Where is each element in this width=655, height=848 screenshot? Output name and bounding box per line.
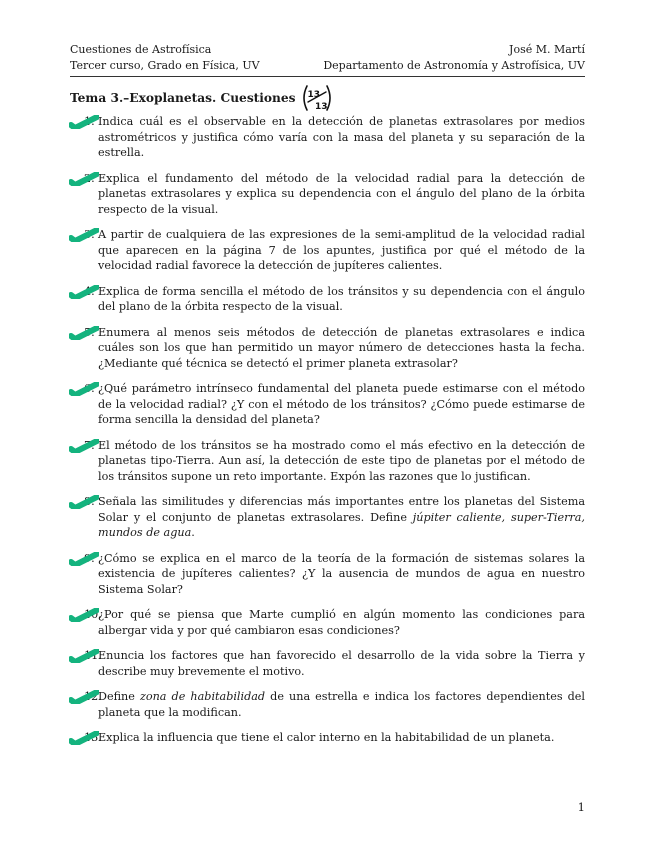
question-text: A partir de cualquiera de las expresiones de la semi-amplitud de la velocidad radial que aparecen en la página 7 de los apuntes, justifica por qué el método de la velocidad radial favorece la detección de jupíteres calientes. xyxy=(98,228,585,272)
question-text: Explica de forma sencilla el método de los tránsitos y su dependencia con el ángulo del plano de la órbita respecto de la visual. xyxy=(98,284,585,313)
question-number: 7. xyxy=(84,438,95,452)
question-text-italic: júpiter caliente, super-Tierra, mundos de agua xyxy=(98,510,585,539)
question-number: 5. xyxy=(84,325,95,339)
question-number: 11. xyxy=(84,649,102,662)
section-title-row xyxy=(70,84,335,112)
question-number: 10. xyxy=(84,608,102,621)
author-name: José M. Martí xyxy=(509,43,585,56)
question-text: Indica cuál es el observable en la detección de planetas extrasolares por medios astrométricos y justifica cómo varía con la masa del planeta y su separación de la estrella. xyxy=(98,115,585,159)
section-title: Tema 3.–Exoplanetas. Cuestiones xyxy=(70,91,296,105)
green-marker-check-icon xyxy=(69,608,99,622)
question-text xyxy=(98,690,585,719)
green-marker-check-icon xyxy=(69,690,99,704)
green-marker-check-icon xyxy=(69,731,99,745)
course-name: Cuestiones de Astrofísica xyxy=(70,43,212,56)
green-marker-check-icon xyxy=(69,115,99,129)
question-12 xyxy=(70,689,585,720)
question-text xyxy=(98,495,585,539)
question-text: Enumera al menos seis métodos de detección de planetas extrasolares e indica cuáles son los que han permitido un mayor número de detecciones hasta la fecha. ¿Mediante qué técnica se detectó el primer planeta extrasolar? xyxy=(98,325,585,370)
header-divider xyxy=(70,76,585,77)
department-name: Departamento de Astronomía y Astrofísica, UV xyxy=(323,58,585,72)
course-year: Tercer curso, Grado en Física, UV xyxy=(70,58,260,72)
question-number: 8. xyxy=(84,495,95,508)
question-11 xyxy=(70,648,585,679)
question-number: 13. xyxy=(84,731,102,744)
question-2 xyxy=(70,171,585,218)
question-text-italic: zona de habitabilidad xyxy=(139,690,266,703)
score-numerator: 13 xyxy=(307,90,320,100)
question-text-part: Define xyxy=(98,690,140,703)
question-6 xyxy=(70,381,585,428)
question-text: Enuncia los factores que han favorecido el desarrollo de la vida sobre la Tierra y describe muy brevemente el motivo. xyxy=(98,649,585,678)
question-text-part: Señala las similitudes y diferencias más importantes entre los planetas del Sistema Solar y el conjunto de planetas extrasolares. Define xyxy=(98,495,585,524)
handwritten-score-annotation xyxy=(299,83,335,113)
question-number: 9. xyxy=(84,551,95,565)
green-marker-check-icon xyxy=(69,495,99,509)
question-text: Explica el fundamento del método de la velocidad radial para la detección de planetas extrasolares y explica su dependencia con el ángulo del plano de la órbita respecto de la visual. xyxy=(98,171,585,216)
green-marker-check-icon xyxy=(69,285,99,299)
question-number: 1. xyxy=(84,115,95,128)
question-4 xyxy=(70,284,585,315)
question-9 xyxy=(70,551,585,598)
green-marker-check-icon xyxy=(69,326,99,340)
question-text-part: . xyxy=(191,526,195,539)
score-denominator: 13 xyxy=(314,102,328,112)
green-marker-check-icon xyxy=(69,649,99,663)
question-8 xyxy=(70,494,585,541)
question-number: 12. xyxy=(84,690,102,703)
page-header xyxy=(70,42,585,73)
page-number: 1 xyxy=(577,800,585,814)
question-3 xyxy=(70,227,585,274)
question-text: ¿Cómo se explica en el marco de la teoría de la formación de sistemas solares la existencia de jupíteres calientes? ¿Y la ausencia de mundos de agua en nuestro Sistema Solar? xyxy=(98,551,585,596)
green-marker-check-icon xyxy=(69,552,99,566)
question-5 xyxy=(70,325,585,372)
green-marker-check-icon xyxy=(69,439,99,453)
question-text: Explica la influencia que tiene el calor interno en la habitabilidad de un planeta. xyxy=(98,731,555,744)
question-1 xyxy=(70,114,585,161)
question-text: ¿Qué parámetro intrínseco fundamental del planeta puede estimarse con el método de la velocidad radial? ¿Y con el método de los tránsitos? ¿Cómo puede estimarse de forma sencilla la densidad del planeta? xyxy=(98,382,585,426)
question-number: 2. xyxy=(84,171,95,185)
green-marker-check-icon xyxy=(69,382,99,396)
green-marker-check-icon xyxy=(69,228,99,242)
question-text-part: de una estrella e indica los factores dependientes del planeta que la modifican. xyxy=(98,690,586,719)
questions-list xyxy=(70,114,585,746)
green-marker-check-icon xyxy=(69,172,99,186)
question-10 xyxy=(70,607,585,638)
question-number: 6. xyxy=(84,382,95,395)
question-text: El método de los tránsitos se ha mostrado como el más efectivo en la detección de planetas tipo-Tierra. Aun así, la detección de este tipo de planetas por el método de los tránsitos supone un reto importante. Expón las razones que lo justifican. xyxy=(98,438,585,483)
question-text: ¿Por qué se piensa que Marte cumplió en algún momento las condiciones para albergar vida y por qué cambiaron esas condiciones? xyxy=(98,608,585,637)
question-7 xyxy=(70,438,585,485)
question-13 xyxy=(70,730,585,746)
question-number: 4. xyxy=(84,284,95,298)
question-number: 3. xyxy=(84,228,95,241)
